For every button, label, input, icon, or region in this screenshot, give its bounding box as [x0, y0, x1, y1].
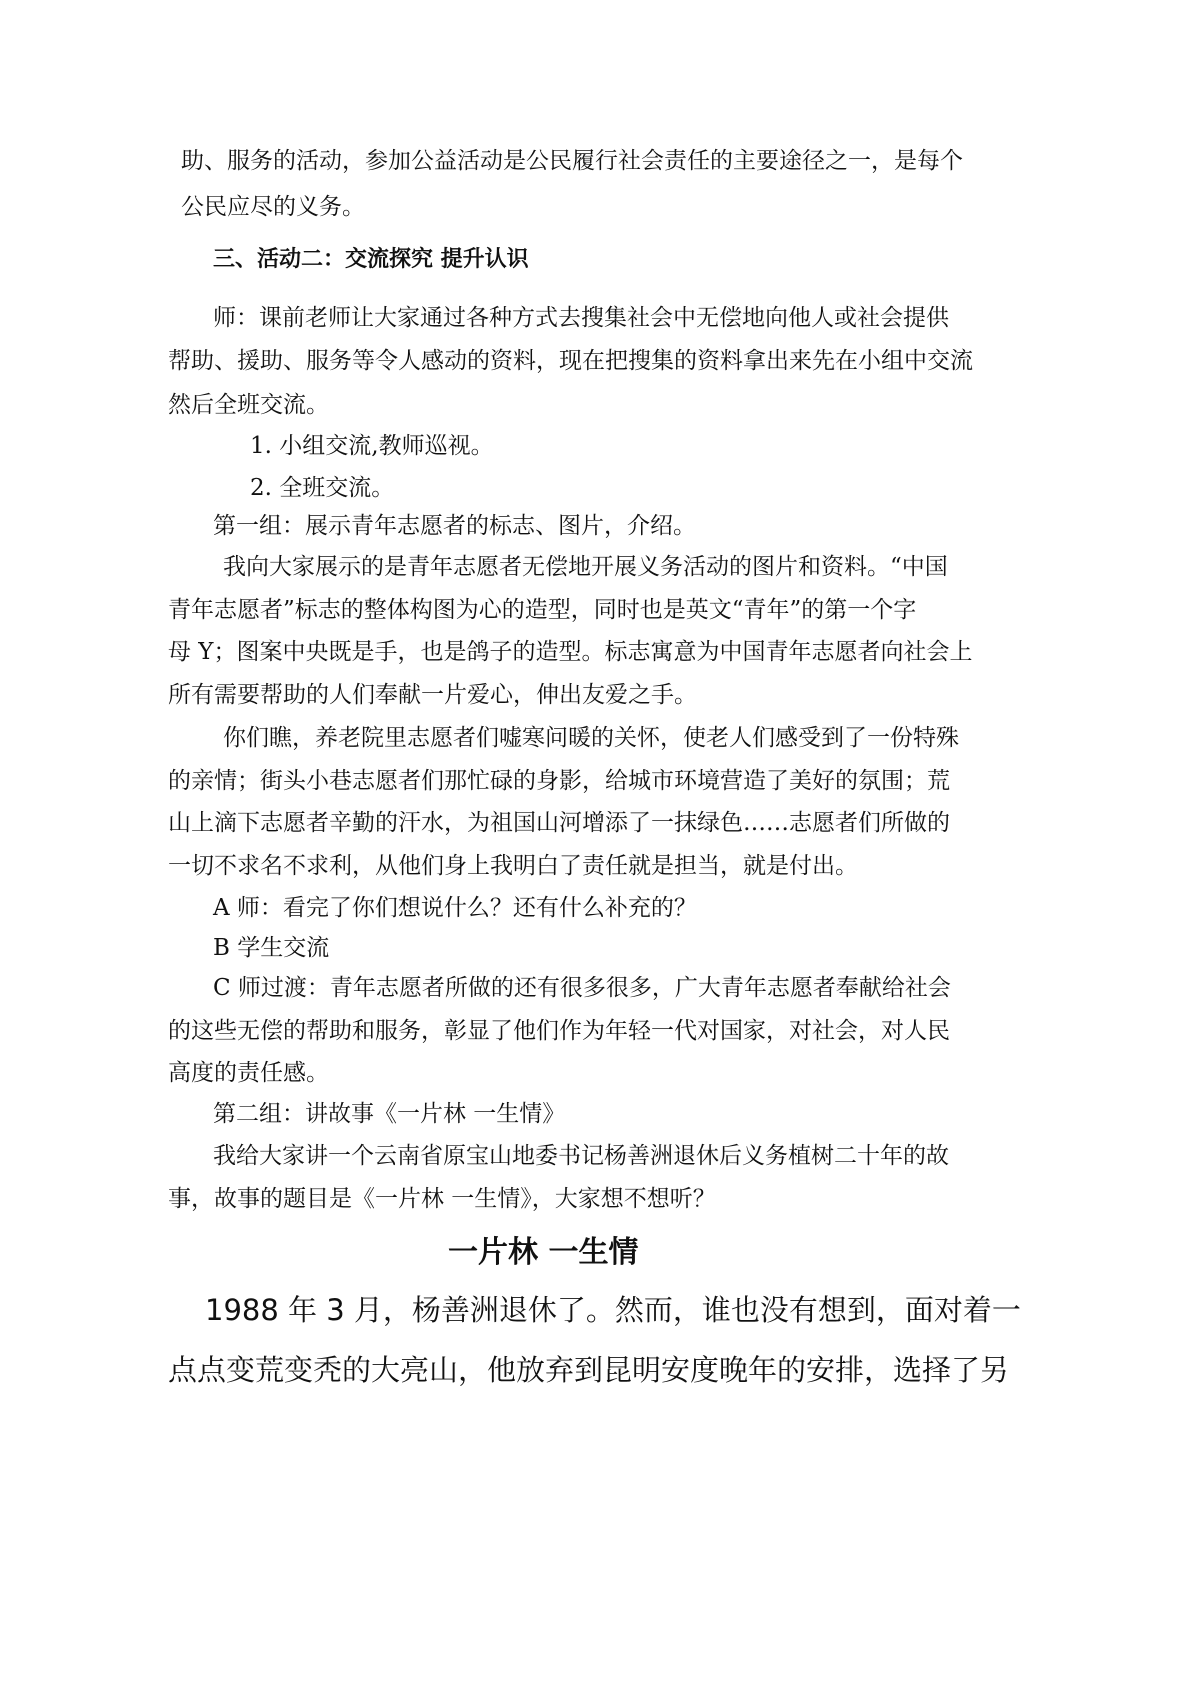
- paragraph-line: 一切不求名不求利，从他们身上我明白了责任就是担当，就是付出。: [168, 853, 858, 879]
- paragraph-line: C 师过渡：青年志愿者所做的还有很多很多，广大青年志愿者奉献给社会: [213, 975, 951, 1001]
- paragraph-line: 事，故事的题目是《一片林 一生情》，大家想不想听？: [168, 1186, 716, 1212]
- list-item: 2. 全班交流。: [250, 475, 395, 501]
- paragraph-line: 的这些无偿的帮助和服务，彰显了他们作为年轻一代对国家，对社会，对人民: [168, 1018, 950, 1044]
- group-heading: 第二组：讲故事《一片林 一生情》: [213, 1101, 566, 1127]
- paragraph-line: 青年志愿者”标志的整体构图为心的造型，同时也是英文“青年”的第一个字: [168, 597, 917, 623]
- paragraph-line: 我给大家讲一个云南省原宝山地委书记杨善洲退休后义务植树二十年的故: [213, 1143, 949, 1169]
- section-heading: 三、活动二：交流探究 提升认识: [213, 247, 529, 272]
- paragraph-line: 所有需要帮助的人们奉献一片爱心，伸出友爱之手。: [168, 682, 697, 708]
- paragraph-line: 母 Y；图案中央既是手，也是鸽子的造型。标志寓意为中国青年志愿者向社会上: [168, 639, 973, 665]
- paragraph-line: 的亲情；街头小巷志愿者们那忙碌的身影，给城市环境营造了美好的氛围；荒: [168, 768, 950, 794]
- story-paragraph-line: 点点变荒变秃的大亮山，他放弃到昆明安度晚年的安排，选择了另: [168, 1353, 1010, 1387]
- paragraph-line: 山上滴下志愿者辛勤的汗水，为祖国山河增添了一抹绿色……志愿者们所做的: [168, 810, 950, 836]
- story-paragraph-line: 1988 年 3 月，杨善洲退休了。然而，谁也没有想到，面对着一: [205, 1293, 1021, 1327]
- paragraph-line: 高度的责任感。: [168, 1060, 329, 1086]
- paragraph-line: 你们瞧，养老院里志愿者们嘘寒问暖的关怀，使老人们感受到了一份特殊: [223, 725, 959, 751]
- story-title: 一片林 一生情: [448, 1235, 639, 1270]
- paragraph-line: 我向大家展示的是青年志愿者无偿地开展义务活动的图片和资料。“中国: [223, 554, 948, 580]
- paragraph-line: B 学生交流: [213, 935, 330, 961]
- paragraph-line: 然后全班交流。: [168, 392, 329, 418]
- paragraph-line: 师：课前老师让大家通过各种方式去搜集社会中无偿地向他人或社会提供: [213, 305, 949, 331]
- paragraph-line: 帮助、援助、服务等令人感动的资料，现在把搜集的资料拿出来先在小组中交流: [168, 348, 973, 374]
- paragraph-line: A 师：看完了你们想说什么？还有什么补充的？: [213, 895, 697, 921]
- paragraph-line: 公民应尽的义务。: [181, 194, 365, 220]
- group-heading: 第一组：展示青年志愿者的标志、图片，介绍。: [213, 513, 696, 539]
- paragraph-line: 助、服务的活动，参加公益活动是公民履行社会责任的主要途径之一，是每个: [181, 148, 963, 174]
- list-item: 1. 小组交流,教师巡视。: [250, 433, 494, 459]
